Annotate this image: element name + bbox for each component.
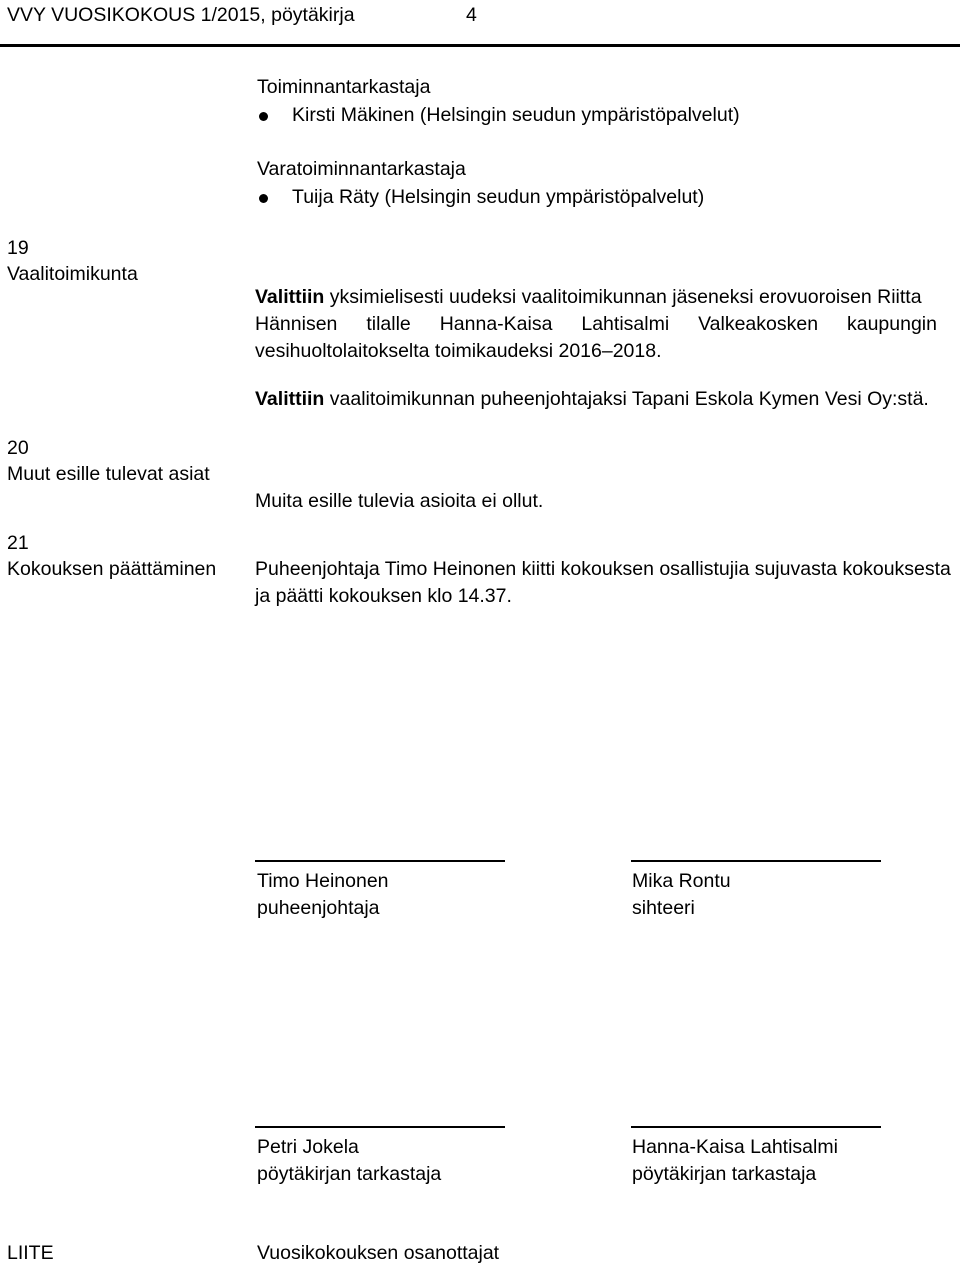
section-19-number: 19 — [7, 237, 29, 259]
document-title: VVY VUOSIKOKOUS 1/2015, pöytäkirja — [7, 4, 355, 26]
signature-role: puheenjohtaja — [257, 897, 380, 919]
section-19-paragraph-1 — [255, 284, 937, 365]
signature-line — [255, 1126, 505, 1128]
auditor-name: Kirsti Mäkinen (Helsingin seudun ympäristöpalvelut) — [292, 104, 740, 126]
signature-role: pöytäkirjan tarkastaja — [257, 1163, 442, 1185]
bullet-icon — [259, 194, 268, 203]
section-19-paragraph-2 — [255, 386, 929, 413]
deputy-auditor-name: Tuija Räty (Helsingin seudun ympäristöpalvelut) — [292, 186, 705, 208]
signature-name: Hanna-Kaisa Lahtisalmi — [632, 1136, 838, 1158]
signature-role: sihteeri — [632, 897, 695, 919]
section-21-number: 21 — [7, 532, 29, 554]
section-21-line-1: Puheenjohtaja Timo Heinonen kiitti kokouksen osallistujia sujuvasta kokouksesta — [255, 558, 951, 580]
section-21-title: Kokouksen päättäminen — [7, 558, 217, 580]
paragraph-text: vaalitoimikunnan puheenjohtajaksi Tapani Eskola Kymen Vesi Oy:stä. — [329, 388, 929, 410]
section-20-title: Muut esille tulevat asiat — [7, 463, 210, 485]
signature-line — [631, 1126, 881, 1128]
signature-name: Petri Jokela — [257, 1136, 359, 1158]
signature-name: Timo Heinonen — [257, 870, 389, 892]
header-rule — [0, 44, 960, 47]
paragraph-text: yksimielisesti uudeksi vaalitoimikunnan jäseneksi erovuoroisen Riitta — [329, 286, 922, 308]
section-20-text: Muita esille tulevia asioita ei ollut. — [255, 490, 544, 512]
bold-keyword: Valittiin — [255, 388, 325, 410]
auditor-heading: Toiminnantarkastaja — [257, 76, 431, 98]
attachment-title: Vuosikokouksen osanottajat — [257, 1242, 500, 1264]
section-20-number: 20 — [7, 437, 29, 459]
bold-keyword: Valittiin — [255, 286, 325, 308]
paragraph-line: Hännisen tilalle Hanna-Kaisa Lahtisalmi Valkeakosken kaupungin — [255, 313, 937, 335]
attachment-label: LIITE — [7, 1242, 54, 1264]
signature-line — [255, 860, 505, 862]
signature-name: Mika Rontu — [632, 870, 731, 892]
signature-line — [631, 860, 881, 862]
deputy-auditor-heading: Varatoiminnantarkastaja — [257, 158, 466, 180]
bullet-icon — [259, 112, 268, 121]
page-number: 4 — [466, 4, 477, 26]
signature-role: pöytäkirjan tarkastaja — [632, 1163, 817, 1185]
section-19-title: Vaalitoimikunta — [7, 263, 138, 285]
paragraph-line: vesihuoltolaitokselta toimikaudeksi 2016–2018. — [255, 340, 662, 362]
section-21-line-2: ja päätti kokouksen klo 14.37. — [255, 585, 512, 607]
